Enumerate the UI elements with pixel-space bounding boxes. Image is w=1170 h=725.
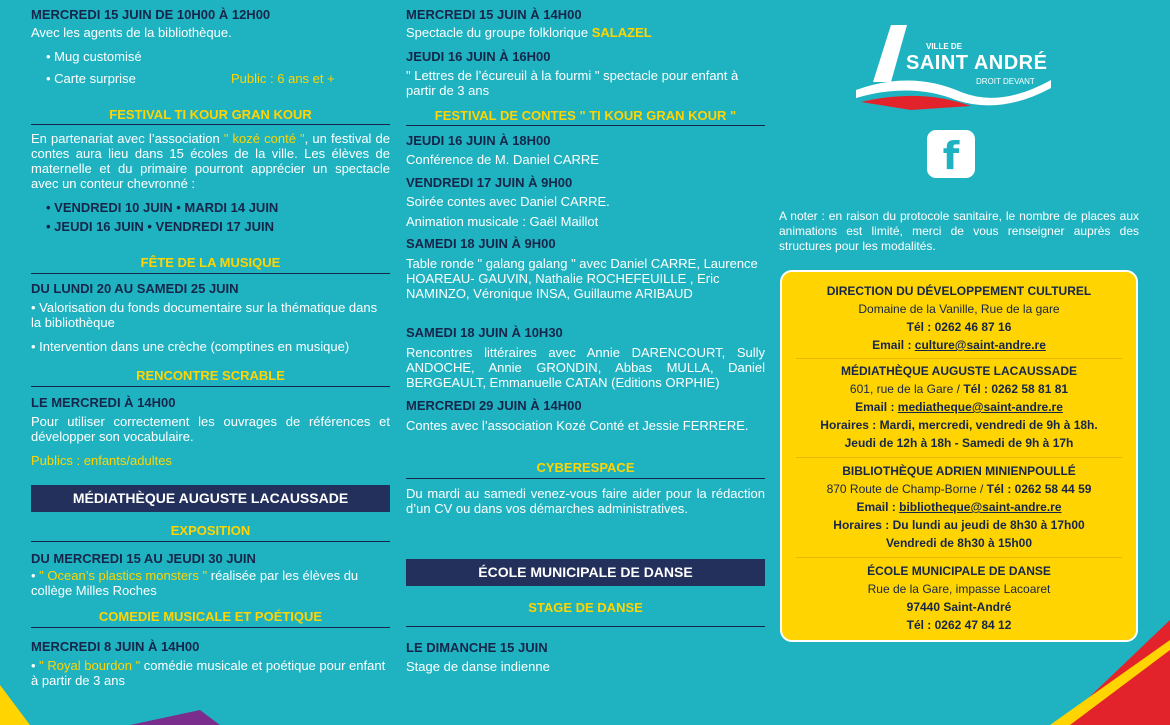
contact-hours: Vendredi de 8h30 à 15h00 [885, 536, 1033, 550]
section-heading-cyberespace: CYBERESPACE [536, 460, 635, 475]
contact-title: MÉDIATHÈQUE AUGUSTE LACAUSSADE [840, 364, 1077, 378]
divider [31, 541, 390, 542]
contact-phone: Tél : 0262 47 84 12 [906, 618, 1012, 632]
logo-name: SAINT ANDRÉ [906, 52, 1048, 74]
saint-andre-logo[interactable] [851, 20, 1061, 110]
event-description: Contes avec l’association Kozé Conté et Jessie FERRERE. [406, 418, 749, 433]
event-description: Animation musicale : Gaël Maillot [406, 214, 599, 229]
contact-address: 870 Route de Champ-Borne / Tél : 0262 58 44 59 [826, 482, 1092, 496]
event-description: Rencontres littéraires avec Annie DARENCOURT, Sully ANDOCHE, Annie GRONDIN, Abbas MULLA, Daniel BERGEAULT, Emmanuelle CATAN (Editions ORPHIE) [406, 345, 765, 390]
event-title: MERCREDI 29 JUIN À 14H00 [406, 398, 582, 413]
divider [406, 478, 765, 479]
list-item: • Intervention dans une crèche (comptines en musique) [31, 339, 350, 354]
event-title: MERCREDI 15 JUIN DE 10H00 À 12H00 [31, 7, 271, 22]
public-label: Public : 6 ans et + [231, 71, 335, 86]
section-heading-comedie: COMEDIE MUSICALE ET POÉTIQUE [98, 609, 323, 624]
contacts-box [780, 270, 1138, 642]
divider [31, 386, 390, 387]
contact-title: DIRECTION DU DÉVELOPPEMENT CULTUREL [826, 284, 1092, 298]
facebook-letter: f [942, 134, 960, 178]
festival-dates-line1: • VENDREDI 10 JUIN • MARDI 14 JUIN [46, 200, 279, 215]
email-link[interactable]: mediatheque@saint-andre.re [897, 400, 1063, 414]
event-title: VENDREDI 17 JUIN À 9H00 [406, 175, 573, 190]
section-heading-exposition: EXPOSITION [170, 523, 251, 538]
section-heading-contes: FESTIVAL DE CONTES " TI KOUR GRAN KOUR " [434, 108, 737, 123]
section-heading-festival: FESTIVAL TI KOUR GRAN KOUR [109, 107, 312, 122]
event-description: Stage de danse indienne [406, 659, 550, 674]
festival-dates-line2: • JEUDI 16 JUIN • VENDREDI 17 JUIN [46, 219, 275, 234]
event-description: • " Royal bourdon " comédie musicale et poétique pour enfant à partir de 3 ans [31, 658, 386, 688]
divider [796, 457, 1122, 458]
cyberespace-description: Du mardi au samedi venez-vous faire aider pour la rédaction d’un CV ou dans vos démarches administratives. [406, 486, 765, 516]
email-link[interactable]: culture@saint-andre.re [914, 338, 1046, 352]
facebook-icon[interactable] [927, 130, 975, 178]
event-description: " Lettres de l’écureuil à la fourmi " spectacle pour enfant à partir de 3 ans [406, 68, 739, 98]
event-title: JEUDI 16 JUIN À 18H00 [406, 133, 551, 148]
contact-email: Email : mediatheque@saint-andre.re [855, 400, 1063, 414]
event-description: • " Ocean’s plastics monsters " réalisée par les élèves du collège Milles Roches [31, 568, 359, 598]
banner-mediatheque: MÉDIATHÈQUE AUGUSTE LACAUSSADE [31, 485, 390, 512]
event-description: Conférence de M. Daniel CARRE [406, 152, 599, 167]
section-heading-scrable: RENCONTRE SCRABLE [136, 368, 285, 383]
contact-email: Email : culture@saint-andre.re [872, 338, 1046, 352]
contact-title: ÉCOLE MUNICIPALE DE DANSE [867, 564, 1051, 578]
divider [31, 627, 390, 628]
contact-hours: Jeudi de 12h à 18h - Samedi de 9h à 17h [844, 436, 1074, 450]
contact-email: Email : bibliotheque@saint-andre.re [856, 500, 1062, 514]
divider [796, 358, 1122, 359]
event-description: Soirée contes avec Daniel CARRE. [406, 194, 610, 209]
contact-address: Domaine de la Vanille, Rue de la gare [858, 302, 1060, 316]
list-item: • Mug customisé [46, 49, 142, 64]
divider [406, 125, 765, 126]
divider [31, 124, 390, 125]
contact-address: Rue de la Gare, impasse Lacoaret [867, 582, 1051, 596]
divider [31, 273, 390, 274]
event-title: DU LUNDI 20 AU SAMEDI 25 JUIN [31, 281, 239, 296]
event-title: MERCREDI 8 JUIN À 14H00 [31, 639, 200, 654]
event-description: Table ronde " galang galang " avec Daniel CARRE, Laurence HOAREAU- GAUVIN, Nathalie ROCHEFEUILLE , Eric NAMINZO, Véronique INSA, Guillaume ARIBAUD [406, 256, 758, 301]
contact-title: BIBLIOTHÈQUE ADRIEN MINIENPOULLÉ [842, 464, 1076, 478]
logo-ville-de: VILLE DE [926, 42, 963, 51]
event-title: DU MERCREDI 15 AU JEUDI 30 JUIN [31, 551, 256, 566]
email-link[interactable]: bibliotheque@saint-andre.re [899, 500, 1062, 514]
list-item: • Carte surprise [46, 71, 136, 86]
contact-city: 97440 Saint-André [906, 600, 1012, 614]
contact-hours: Horaires : Mardi, mercredi, vendredi de 9h à 18h. [820, 418, 1098, 432]
banner-ecole-danse: ÉCOLE MUNICIPALE DE DANSE [406, 559, 765, 586]
divider [796, 557, 1122, 558]
event-title: JEUDI 16 JUIN À 16H00 [406, 49, 551, 64]
sanitary-note: A noter : en raison du protocole sanitaire, le nombre de places aux animations est limité, merci de vous renseigner auprès des structures pour les modalités. [779, 209, 1139, 253]
contact-hours: Horaires : Du lundi au jeudi de 8h30 à 17h00 [833, 518, 1085, 532]
divider [406, 626, 765, 627]
event-title: LE DIMANCHE 15 JUIN [406, 640, 548, 655]
list-item: • Valorisation du fonds documentaire sur la thématique dans la bibliothèque [31, 300, 378, 330]
festival-description: En partenariat avec l’association " kozé conté ", un festival de contes aura lieu dans 15 écoles de la ville. Les élèves de maternelle et du primaire pourront apprécier un spectacle avec un conteur chevronné : [31, 131, 391, 191]
section-heading-fete: FÊTE DE LA MUSIQUE [140, 255, 281, 270]
section-heading-stage: STAGE DE DANSE [528, 600, 643, 615]
event-description: Spectacle du groupe folklorique SALAZEL [406, 25, 652, 40]
event-title: SAMEDI 18 JUIN À 10H30 [406, 325, 563, 340]
contact-address: 601, rue de la Gare / Tél : 0262 58 81 81 [849, 382, 1069, 396]
event-title: SAMEDI 18 JUIN À 9H00 [406, 236, 556, 251]
logo-tagline: DROIT DEVANT [976, 77, 1035, 86]
event-description: Avec les agents de la bibliothèque. [31, 25, 232, 40]
public-label: Publics : enfants/adultes [31, 453, 172, 468]
event-description: Pour utiliser correctement les ouvrages de références et développer son vocabulaire. [31, 414, 390, 444]
event-title: MERCREDI 15 JUIN À 14H00 [406, 7, 582, 22]
event-title: LE MERCREDI À 14H00 [31, 395, 176, 410]
contact-phone: Tél : 0262 46 87 16 [906, 320, 1012, 334]
